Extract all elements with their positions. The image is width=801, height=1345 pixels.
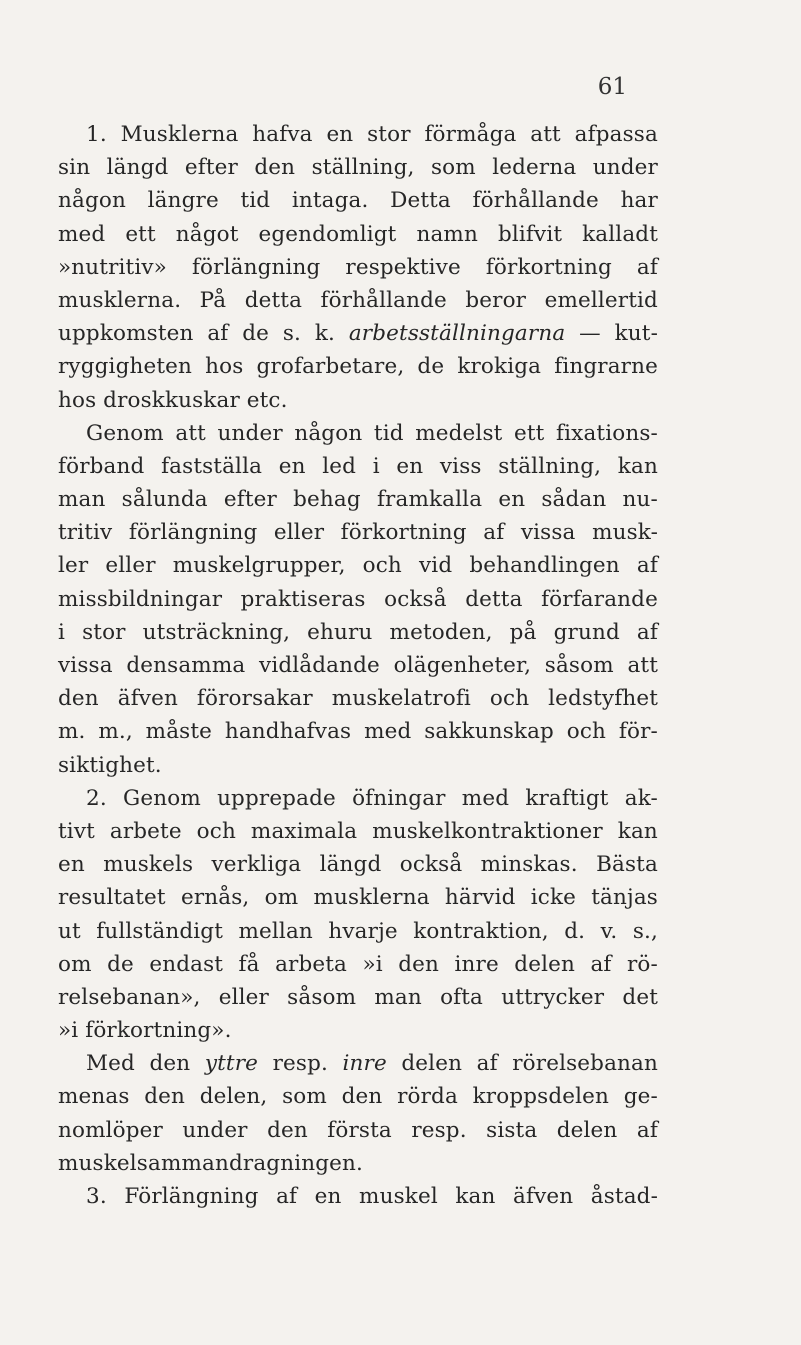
word: eller xyxy=(218,984,269,1010)
text-line xyxy=(58,1014,658,1047)
word: blifvit xyxy=(497,221,563,247)
word: resp. xyxy=(411,1117,467,1143)
word: sakkunskap xyxy=(424,719,554,745)
word: krokiga xyxy=(457,354,542,380)
word: förlängning xyxy=(191,254,321,280)
word: relsebanan», xyxy=(58,984,201,1010)
word: ett xyxy=(125,221,156,247)
word: viss xyxy=(439,453,482,479)
text-line xyxy=(58,417,658,450)
word: den xyxy=(254,155,296,181)
word: längre xyxy=(147,188,219,214)
word: ernås, xyxy=(180,885,250,911)
word: framkalla xyxy=(376,487,483,513)
word: sålunda xyxy=(121,487,208,513)
word: muskelatrofi xyxy=(331,686,471,712)
text-line xyxy=(58,317,658,350)
word: förorsakar xyxy=(196,686,313,712)
word: den xyxy=(58,686,99,712)
word: af xyxy=(207,321,229,347)
text-line xyxy=(58,649,658,682)
word: förkortning xyxy=(340,520,467,546)
word: k. xyxy=(314,321,336,347)
word: vissa xyxy=(520,520,576,546)
word: m. xyxy=(58,719,86,745)
word: och xyxy=(362,553,402,579)
word: arbeta xyxy=(275,951,348,977)
word: sin xyxy=(58,155,91,181)
word: musklerna. xyxy=(58,287,182,313)
word: af xyxy=(636,619,658,645)
word: första xyxy=(327,1117,392,1143)
text-line xyxy=(58,948,658,981)
word: den xyxy=(267,1117,308,1143)
word: en xyxy=(314,1184,342,1209)
word: de xyxy=(242,321,270,347)
word: i xyxy=(58,619,66,645)
word: af xyxy=(476,1051,498,1077)
word: efter xyxy=(184,155,238,181)
word: v. xyxy=(600,918,618,944)
word: också xyxy=(384,586,447,612)
text-line xyxy=(58,583,658,616)
text-line xyxy=(58,251,658,284)
word: såsom xyxy=(287,984,357,1010)
word: med xyxy=(364,719,412,745)
word: förkortning». xyxy=(85,1018,232,1044)
text-line xyxy=(58,1147,658,1180)
word: ut xyxy=(58,918,81,944)
text-line xyxy=(58,1047,658,1080)
word: också xyxy=(399,852,463,878)
text-line xyxy=(58,981,658,1014)
word: hafva xyxy=(252,122,313,147)
word: arbetsställningarna xyxy=(348,321,566,347)
word: öfningar xyxy=(352,785,446,811)
word: — xyxy=(579,321,601,347)
word: fastställa xyxy=(161,453,263,479)
word: tritiv xyxy=(58,520,113,546)
text-line xyxy=(58,782,658,815)
word: ryggigheten xyxy=(58,354,193,380)
word: behandlingen xyxy=(469,553,620,579)
word: på xyxy=(509,619,537,645)
word: äfven xyxy=(117,686,178,712)
word: den xyxy=(149,1051,191,1077)
word: metoden, xyxy=(389,619,493,645)
text-line xyxy=(58,350,658,383)
word: 2. xyxy=(86,785,107,811)
word: och xyxy=(566,719,607,745)
word: rörda xyxy=(397,1084,458,1110)
word: det xyxy=(622,984,658,1010)
word: d. xyxy=(564,918,586,944)
word: maximala xyxy=(250,818,358,844)
word: emellertid xyxy=(544,287,658,313)
text-line xyxy=(58,151,658,184)
body-text xyxy=(58,118,658,1213)
word: delen xyxy=(514,951,575,977)
text-line xyxy=(58,749,658,782)
word: de xyxy=(417,354,445,380)
word: den xyxy=(144,1084,186,1110)
word: någon xyxy=(294,420,363,446)
word: kraftigt xyxy=(525,785,609,811)
word: förband xyxy=(58,453,145,479)
word: äfven xyxy=(513,1184,574,1209)
text-line xyxy=(58,1080,658,1113)
word: en xyxy=(58,852,85,878)
word: kan xyxy=(617,818,658,844)
word: ställning, xyxy=(498,453,602,479)
word: under xyxy=(217,420,283,446)
word: menas xyxy=(58,1084,130,1110)
word: vidlådande xyxy=(259,653,380,678)
text-line xyxy=(58,284,658,317)
word: delen xyxy=(556,1117,618,1143)
word: inre xyxy=(342,1051,387,1077)
word: något xyxy=(175,221,239,247)
text-line xyxy=(58,483,658,516)
word: hvarje xyxy=(328,918,398,944)
word: som xyxy=(282,1084,327,1110)
text-line xyxy=(58,682,658,715)
word: förlängning xyxy=(128,520,258,546)
word: längd xyxy=(319,852,382,878)
word: fullständigt xyxy=(96,918,224,944)
word: 3. xyxy=(86,1184,107,1209)
word: att xyxy=(627,653,658,678)
word: muskel xyxy=(359,1184,438,1209)
word: åstad- xyxy=(590,1184,658,1209)
word: eller xyxy=(105,553,156,579)
word: På xyxy=(199,287,227,313)
word: Bästa xyxy=(596,852,658,878)
word: ler xyxy=(58,553,89,579)
word: den xyxy=(341,1084,383,1110)
text-line xyxy=(58,218,658,251)
word: de xyxy=(107,951,134,977)
word: lederna xyxy=(492,155,577,181)
word: egendomligt xyxy=(258,221,397,247)
text-line xyxy=(58,549,658,582)
text-line xyxy=(58,815,658,848)
word: nu- xyxy=(622,487,658,513)
word: detta xyxy=(465,586,523,612)
word: man xyxy=(58,487,106,513)
word: vid xyxy=(419,553,453,579)
word: stor xyxy=(367,122,411,147)
word: längd xyxy=(106,155,169,181)
word: handhafvas xyxy=(224,719,352,745)
word: rö- xyxy=(626,951,658,977)
word: härvid xyxy=(444,885,516,911)
word: s. xyxy=(282,321,302,347)
word: tid xyxy=(373,420,404,446)
text-line xyxy=(58,715,658,748)
text-line xyxy=(58,848,658,881)
word: ehuru xyxy=(307,619,373,645)
word: sista xyxy=(486,1117,538,1143)
page-number: 61 xyxy=(597,74,627,100)
word: s., xyxy=(632,918,658,944)
word: om xyxy=(58,951,92,977)
word: för- xyxy=(618,719,658,745)
text-line xyxy=(58,915,658,948)
word: musk- xyxy=(592,520,658,546)
word: rörelsebanan xyxy=(512,1051,658,1077)
word: eller xyxy=(273,520,325,546)
word: i xyxy=(372,453,380,479)
word: arbete xyxy=(109,818,182,844)
word: utsträckning, xyxy=(142,619,291,645)
word: förkortning xyxy=(485,254,612,280)
word: fingrarne xyxy=(554,354,658,380)
word: beror xyxy=(465,287,527,313)
word: och xyxy=(196,818,236,844)
word: Förlängning xyxy=(124,1184,259,1209)
word: måste xyxy=(145,719,213,745)
word: Med xyxy=(86,1051,135,1077)
word: musklerna xyxy=(313,885,430,911)
word: resp. xyxy=(272,1051,328,1077)
word: förhållande xyxy=(320,287,447,313)
word: af xyxy=(276,1184,298,1209)
word: namn xyxy=(416,221,478,247)
word: grofarbetare, xyxy=(256,354,405,380)
word: nomlöper xyxy=(58,1117,163,1143)
word: en xyxy=(396,453,424,479)
word: af xyxy=(483,520,505,546)
word: vissa xyxy=(58,653,113,678)
word: en xyxy=(498,487,526,513)
word: hos xyxy=(58,387,97,413)
word: missbildningar xyxy=(58,586,223,612)
word: som xyxy=(430,155,476,181)
word: stor xyxy=(82,619,126,645)
word: om xyxy=(264,885,299,911)
word: att xyxy=(175,420,206,446)
word: densamma xyxy=(126,653,246,678)
word: muskelgrupper, xyxy=(172,553,346,579)
word: behag xyxy=(293,487,361,513)
word: delen, xyxy=(199,1084,268,1110)
word: förfarande xyxy=(541,586,658,612)
word: led xyxy=(322,453,357,479)
word: Genom xyxy=(123,785,201,811)
word: kut- xyxy=(614,321,658,347)
word: man xyxy=(374,984,422,1010)
word: uppkomsten xyxy=(58,321,194,347)
word: delen xyxy=(401,1051,463,1077)
word: kan xyxy=(455,1184,496,1209)
word: ställning, xyxy=(311,155,415,181)
word: ak- xyxy=(624,785,658,811)
text-line xyxy=(58,450,658,483)
word: kroppsdelen xyxy=(472,1084,610,1110)
word: under xyxy=(592,155,658,181)
word: upprepade xyxy=(217,785,336,811)
word: »nutritiv» xyxy=(58,254,167,280)
text-line xyxy=(58,184,658,217)
word: den xyxy=(398,951,440,977)
text-line xyxy=(58,1180,658,1213)
word: resultatet xyxy=(58,885,166,911)
word: med xyxy=(58,221,106,247)
text-line xyxy=(58,881,658,914)
word: intaga. xyxy=(291,188,369,214)
word: under xyxy=(182,1117,248,1143)
word: ge- xyxy=(623,1084,658,1110)
text-line xyxy=(58,1114,658,1147)
word: kontraktion, xyxy=(413,918,549,944)
word: afpassa xyxy=(574,122,658,147)
word: och xyxy=(489,686,530,712)
word: detta xyxy=(244,287,303,313)
text-line xyxy=(58,118,658,151)
word: kalladt xyxy=(582,221,658,247)
word: yttre xyxy=(204,1051,259,1077)
word: verkliga xyxy=(211,852,302,878)
word: tivt xyxy=(58,818,95,844)
word: m., xyxy=(98,719,133,745)
word: förmåga xyxy=(424,122,517,147)
word: droskkuskar xyxy=(103,387,240,413)
word: uttrycker xyxy=(501,984,605,1010)
word: kan xyxy=(617,453,658,479)
word: grund xyxy=(553,619,620,645)
word: mellan xyxy=(238,918,313,944)
word: 1. xyxy=(86,122,107,147)
word: minskas. xyxy=(480,852,578,878)
word: respektive xyxy=(345,254,461,280)
word: muskelkontraktioner xyxy=(372,818,603,844)
word: siktighet. xyxy=(58,752,162,778)
word: såsom xyxy=(544,653,614,678)
word: hos xyxy=(205,354,244,380)
word: efter xyxy=(223,487,277,513)
word: af xyxy=(636,553,658,579)
word: få xyxy=(238,951,260,977)
word: muskelsammandragningen. xyxy=(58,1150,363,1176)
word: någon xyxy=(58,188,126,214)
word: af xyxy=(636,254,658,280)
word: Musklerna xyxy=(120,122,239,147)
text-line xyxy=(58,516,658,549)
word: sådan xyxy=(541,487,607,513)
word: Genom xyxy=(86,420,164,446)
word: fixations- xyxy=(556,420,658,446)
word: tid xyxy=(240,188,271,214)
word: inre xyxy=(454,951,499,977)
word: en xyxy=(278,453,306,479)
word: en xyxy=(326,122,354,147)
word: af xyxy=(636,1117,658,1143)
text-line xyxy=(58,384,658,417)
word: praktiseras xyxy=(240,586,366,612)
word: »i xyxy=(58,1018,79,1044)
text-line xyxy=(58,616,658,649)
word: att xyxy=(530,122,561,147)
word: ledstyfhet xyxy=(548,686,658,712)
word: muskels xyxy=(103,852,194,878)
word: ett xyxy=(514,420,545,446)
word: etc. xyxy=(246,387,288,413)
word: medelst xyxy=(415,420,503,446)
word: med xyxy=(461,785,510,811)
word: olägenheter, xyxy=(393,653,532,678)
word: tänjas xyxy=(591,885,658,911)
word: ofta xyxy=(440,984,484,1010)
word: har xyxy=(620,188,658,214)
word: »i xyxy=(362,951,383,977)
word: af xyxy=(590,951,612,977)
word: förhållande xyxy=(472,188,599,214)
word: endast xyxy=(149,951,224,977)
word: icke xyxy=(530,885,577,911)
word: Detta xyxy=(390,188,451,214)
